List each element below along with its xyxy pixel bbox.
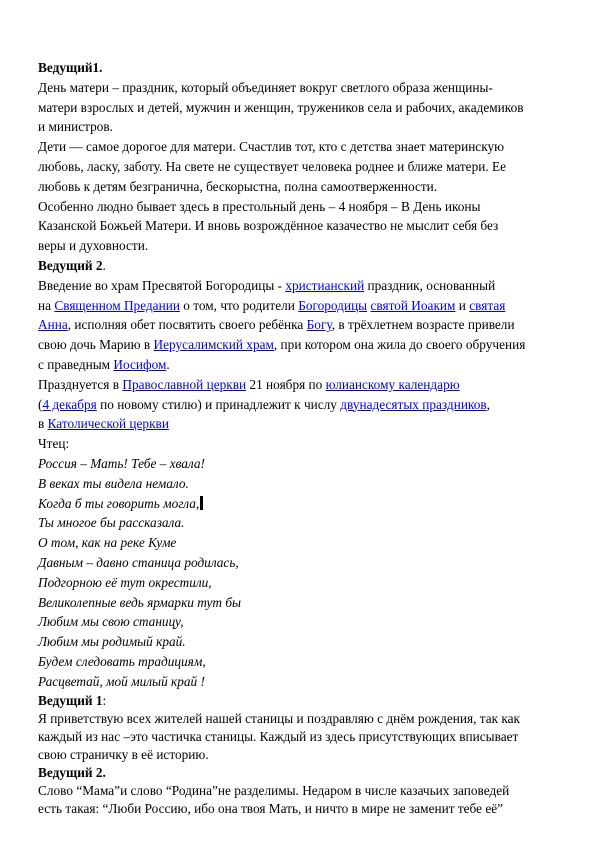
poem-line: Ты многое бы рассказала. xyxy=(38,515,185,531)
poem-line: Великолепные ведь ярмарки тут бы xyxy=(38,594,242,610)
paragraph-line xyxy=(38,335,558,355)
poem-line: Будем следовать традициям, xyxy=(38,653,206,669)
heading-vedushchiy-2 xyxy=(38,256,558,276)
paragraph-line: Слово “Мама”и слово “Родина”не разделимы. Недаром в числе казачьих заповедей xyxy=(38,782,510,798)
link-anna[interactable]: Анна xyxy=(38,317,68,333)
link-ierusalimskiy-khram[interactable]: Иерусалимский храм xyxy=(153,337,274,353)
text: по новому стилю) и принадлежит к числу xyxy=(96,396,341,412)
poem-line: Расцветай, мой милый край ! xyxy=(38,673,205,689)
paragraph-line: матери взрослых и детей, мужчин и женщин, тружеников села и рабочих, академиков xyxy=(38,99,524,115)
reader-label: Чтец: xyxy=(38,436,70,452)
paragraph-line xyxy=(38,355,558,375)
paragraph-line: Я приветствую всех жителей нашей станицы и поздравляю с днём рождения, так как xyxy=(38,710,521,726)
text: . xyxy=(166,356,170,372)
text: в xyxy=(38,416,48,432)
paragraph-line: День матери – праздник, который объединяет вокруг светлого образа женщины- xyxy=(38,79,493,95)
paragraph-line: веры и духовности. xyxy=(38,238,149,254)
text: , при котором она жила до своего обручения xyxy=(273,337,526,353)
paragraph-line xyxy=(38,395,558,415)
paragraph-line: каждый из нас –это частичка станицы. Каждый из здесь присутствующих вписывает xyxy=(38,728,519,744)
paragraph-line xyxy=(38,414,558,434)
text: Празднуется в xyxy=(38,376,123,392)
text: на xyxy=(38,297,55,313)
heading-vedushchiy-1: Ведущий1. xyxy=(38,60,103,75)
text: , в трёхлетнем возрасте привели xyxy=(331,317,515,333)
link-svyataya[interactable]: святая xyxy=(469,297,506,313)
paragraph-line: и министров. xyxy=(38,119,113,135)
link-svyashchennoe-predanie[interactable]: Священном Предании xyxy=(54,297,180,313)
paragraph-line: свою страничку в её историю. xyxy=(38,746,209,762)
heading-dot: . xyxy=(102,257,106,273)
poem-line: Подгорною её тут окрестили, xyxy=(38,574,212,590)
paragraph-line xyxy=(38,375,558,395)
poem-line: Любим мы свою станицу, xyxy=(38,614,184,630)
link-iosifom[interactable]: Иосифом xyxy=(113,356,167,372)
poem-line: Давным – давно станица родилась, xyxy=(38,554,239,570)
paragraph-line xyxy=(38,276,558,296)
text: с праведным xyxy=(38,356,114,372)
document-page xyxy=(38,58,558,818)
paragraph-line: Казанской Божьей Матери. И вновь возрождённое казачество не мыслит себя без xyxy=(38,218,499,234)
link-bogu[interactable]: Богу xyxy=(306,317,332,333)
poem-line: Любим мы родимый край. xyxy=(38,634,186,650)
paragraph-line: есть такая: “Люби Россию, ибо она твоя Мать, и ничто в мире не заменит тебе её” xyxy=(38,800,504,816)
link-bogoroditsy[interactable]: Богородицы xyxy=(298,297,368,313)
text: , исполняя обет посвятить своего ребёнка xyxy=(67,317,307,333)
link-svyatoy-ioakim[interactable]: святой Иоаким xyxy=(370,297,456,313)
link-dvunadesyatye-prazdniki[interactable]: двунадесятых праздников xyxy=(340,396,487,412)
heading-vedushchiy-1-second xyxy=(38,692,558,710)
poem-line: В веках ты видела немало. xyxy=(38,475,189,491)
paragraph-line xyxy=(38,315,558,335)
paragraph-line: Дети — самое дорогое для матери. Счастлив тот, кто с детства знает материнскую xyxy=(38,139,505,155)
paragraph-line: любовь к детям безгранична, бескорыстна, полна самоотверженности. xyxy=(38,178,438,194)
paragraph-line: Особенно людно бывает здесь в престольный день – 4 ноября – В День иконы xyxy=(38,198,481,214)
heading-vedushchiy-2-second: Ведущий 2. xyxy=(38,764,106,780)
poem-line xyxy=(38,494,558,514)
link-katolicheskaya-tserkov[interactable]: Католической церкви xyxy=(47,416,169,432)
link-yulianskiy-kalendar[interactable]: юлианскому календарю xyxy=(325,376,460,392)
text: праздник, основанный xyxy=(364,277,496,293)
text: свою дочь Марию в xyxy=(38,337,154,353)
heading-colon: : xyxy=(102,692,107,708)
heading-text: Ведущий 2 xyxy=(38,257,103,273)
paragraph-line xyxy=(38,296,558,316)
text: Введение во храм Пресвятой Богородицы - xyxy=(38,277,286,293)
text: и xyxy=(455,297,470,313)
poem-line: О том, как на реке Куме xyxy=(38,535,177,551)
link-khristianskiy[interactable]: христианский xyxy=(285,277,365,293)
link-pravoslavnaya-tserkov[interactable]: Православной церкви xyxy=(122,376,247,392)
heading-text: Ведущий 1 xyxy=(38,692,103,708)
paragraph-line: любовь, ласку, заботу. На свете не существует человека роднее и ближе матери. Ее xyxy=(38,158,507,174)
link-4-dekabrya[interactable]: 4 декабря xyxy=(42,396,97,412)
text: ( xyxy=(38,396,43,412)
text: 21 ноября по xyxy=(246,376,326,392)
poem-line: Россия – Мать! Тебе – хвала! xyxy=(38,455,205,471)
text: , xyxy=(486,396,490,412)
text-cursor xyxy=(200,496,203,510)
poem-text: Когда б ты говорить могла, xyxy=(38,495,200,511)
text: о том, что родители xyxy=(179,297,299,313)
